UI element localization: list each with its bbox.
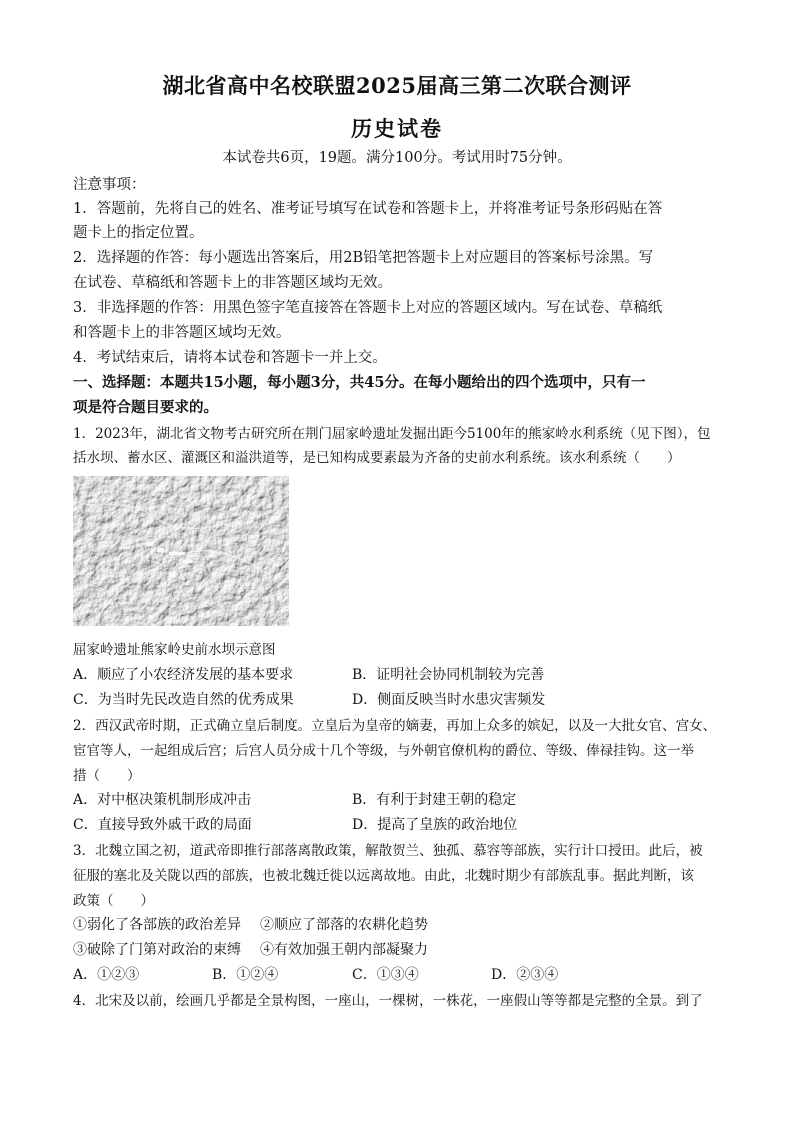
q3-option-a: A．①②③ [73,967,140,983]
note-3-line-2: 和答题卡上的非答题区域均无效。 [73,325,291,341]
q3-statement-3: ③破除了门第对政治的束缚 [73,942,241,958]
q2-stem-line-1: 2．西汉武帝时期，正式确立皇后制度。立皇后为皇帝的嫡妻，再加上众多的嫔妃，以及一大批女官、宫女、 [73,718,717,734]
q3-stem-line-1: 3．北魏立国之初，道武帝即推行部落离散政策，解散贺兰、独孤、慕容等部族，实行计口授田。此后，被 [73,843,703,859]
note-3-line-1: 3．非选择题的作答：用黑色签字笔直接答在答题卡上对应的答题区域内。写在试卷、草稿纸 [73,300,663,316]
q1-option-b: B．证明社会协同机制较为完善 [352,667,545,683]
note-4: 4．考试结束后，请将本试卷和答题卡一并上交。 [73,350,387,366]
exam-info: 本试卷共6页，19题。满分100分。考试用时75分钟。 [222,150,572,166]
note-2-line-1: 2．选择题的作答：每小题选出答案后，用2B铅笔把答题卡上对应题目的答案标号涂黑。写 [73,250,654,266]
section-1-heading-line-2: 项是符合题目要求的。 [73,399,218,416]
subject-title: 历史试卷 [351,116,443,141]
q1-option-a: A．顺应了小农经济发展的基本要求 [73,667,294,683]
notes-heading: 注意事项： [73,177,146,193]
note-1-line-1: 1．答题前，先将自己的姓名、准考证号填写在试卷和答题卡上，并将准考证号条形码贴在答 [73,201,663,217]
q3-statement-2: ②顺应了部落的农耕化趋势 [260,917,428,933]
q2-option-a: A．对中枢决策机制形成冲击 [73,792,252,808]
q3-statement-1: ①弱化了各部族的政治差异 [73,917,241,933]
q3-stem-line-2: 征服的塞北及关陇以西的部族，也被北魏迁徙以远离故地。由此，北魏时期少有部族乱事。据此判断，该 [73,868,694,884]
q2-option-d: D．提高了皇族的政治地位 [352,817,518,833]
q2-option-b: B．有利于封建王朝的稳定 [352,792,517,808]
q1-stem-line-1: 1．2023年，湖北省文物考古研究所在荆门屈家岭遗址发掘出距今5100年的熊家岭水利系统（见下图），包 [73,426,711,442]
q3-stem-line-3: 政策（ ） [73,893,154,909]
q2-stem-line-3: 措（ ） [73,768,141,784]
dam-terrain-map [73,476,289,626]
q3-statement-4: ④有效加强王朝内部凝聚力 [260,942,428,958]
q2-stem-line-2: 宦官等人，一起组成后宫；后宫人员分成十几个等级，与外朝官僚机构的爵位、等级、俸禄挂钩。这一举 [73,743,694,759]
q1-option-d: D．侧面反映当时水患灾害频发 [352,692,546,708]
q3-option-d: D．②③④ [491,967,559,983]
q2-option-c: C．直接导致外戚干政的局面 [73,817,252,833]
section-1-heading-line-1: 一、选择题：本题共15小题，每小题3分，共45分。在每小题给出的四个选项中，只有一 [73,374,646,391]
q1-stem-line-2: 括水坝、蓄水区、灌溉区和溢洪道等，是已知构成要素最为齐备的史前水利系统。该水利系统（ ） [73,450,681,466]
q3-option-c: C．①③④ [352,967,419,983]
terrain-relief-graphic [73,476,289,626]
note-1-line-2: 题卡上的指定位置。 [73,225,204,241]
q3-option-b: B．①②④ [212,967,279,983]
q1-option-c: C．为当时先民改造自然的优秀成果 [73,692,294,708]
figure-caption: 屈家岭遗址熊家岭史前水坝示意图 [73,642,276,658]
q4-stem-line-1: 4．北宋及以前，绘画几乎都是全景构图，一座山，一棵树，一株花，一座假山等等都是完整的全景。到了 [73,993,703,1009]
exam-title: 湖北省高中名校联盟2025届高三第二次联合测评 [162,73,632,98]
note-2-line-2: 在试卷、草稿纸和答题卡上的非答题区域均无效。 [73,275,392,291]
